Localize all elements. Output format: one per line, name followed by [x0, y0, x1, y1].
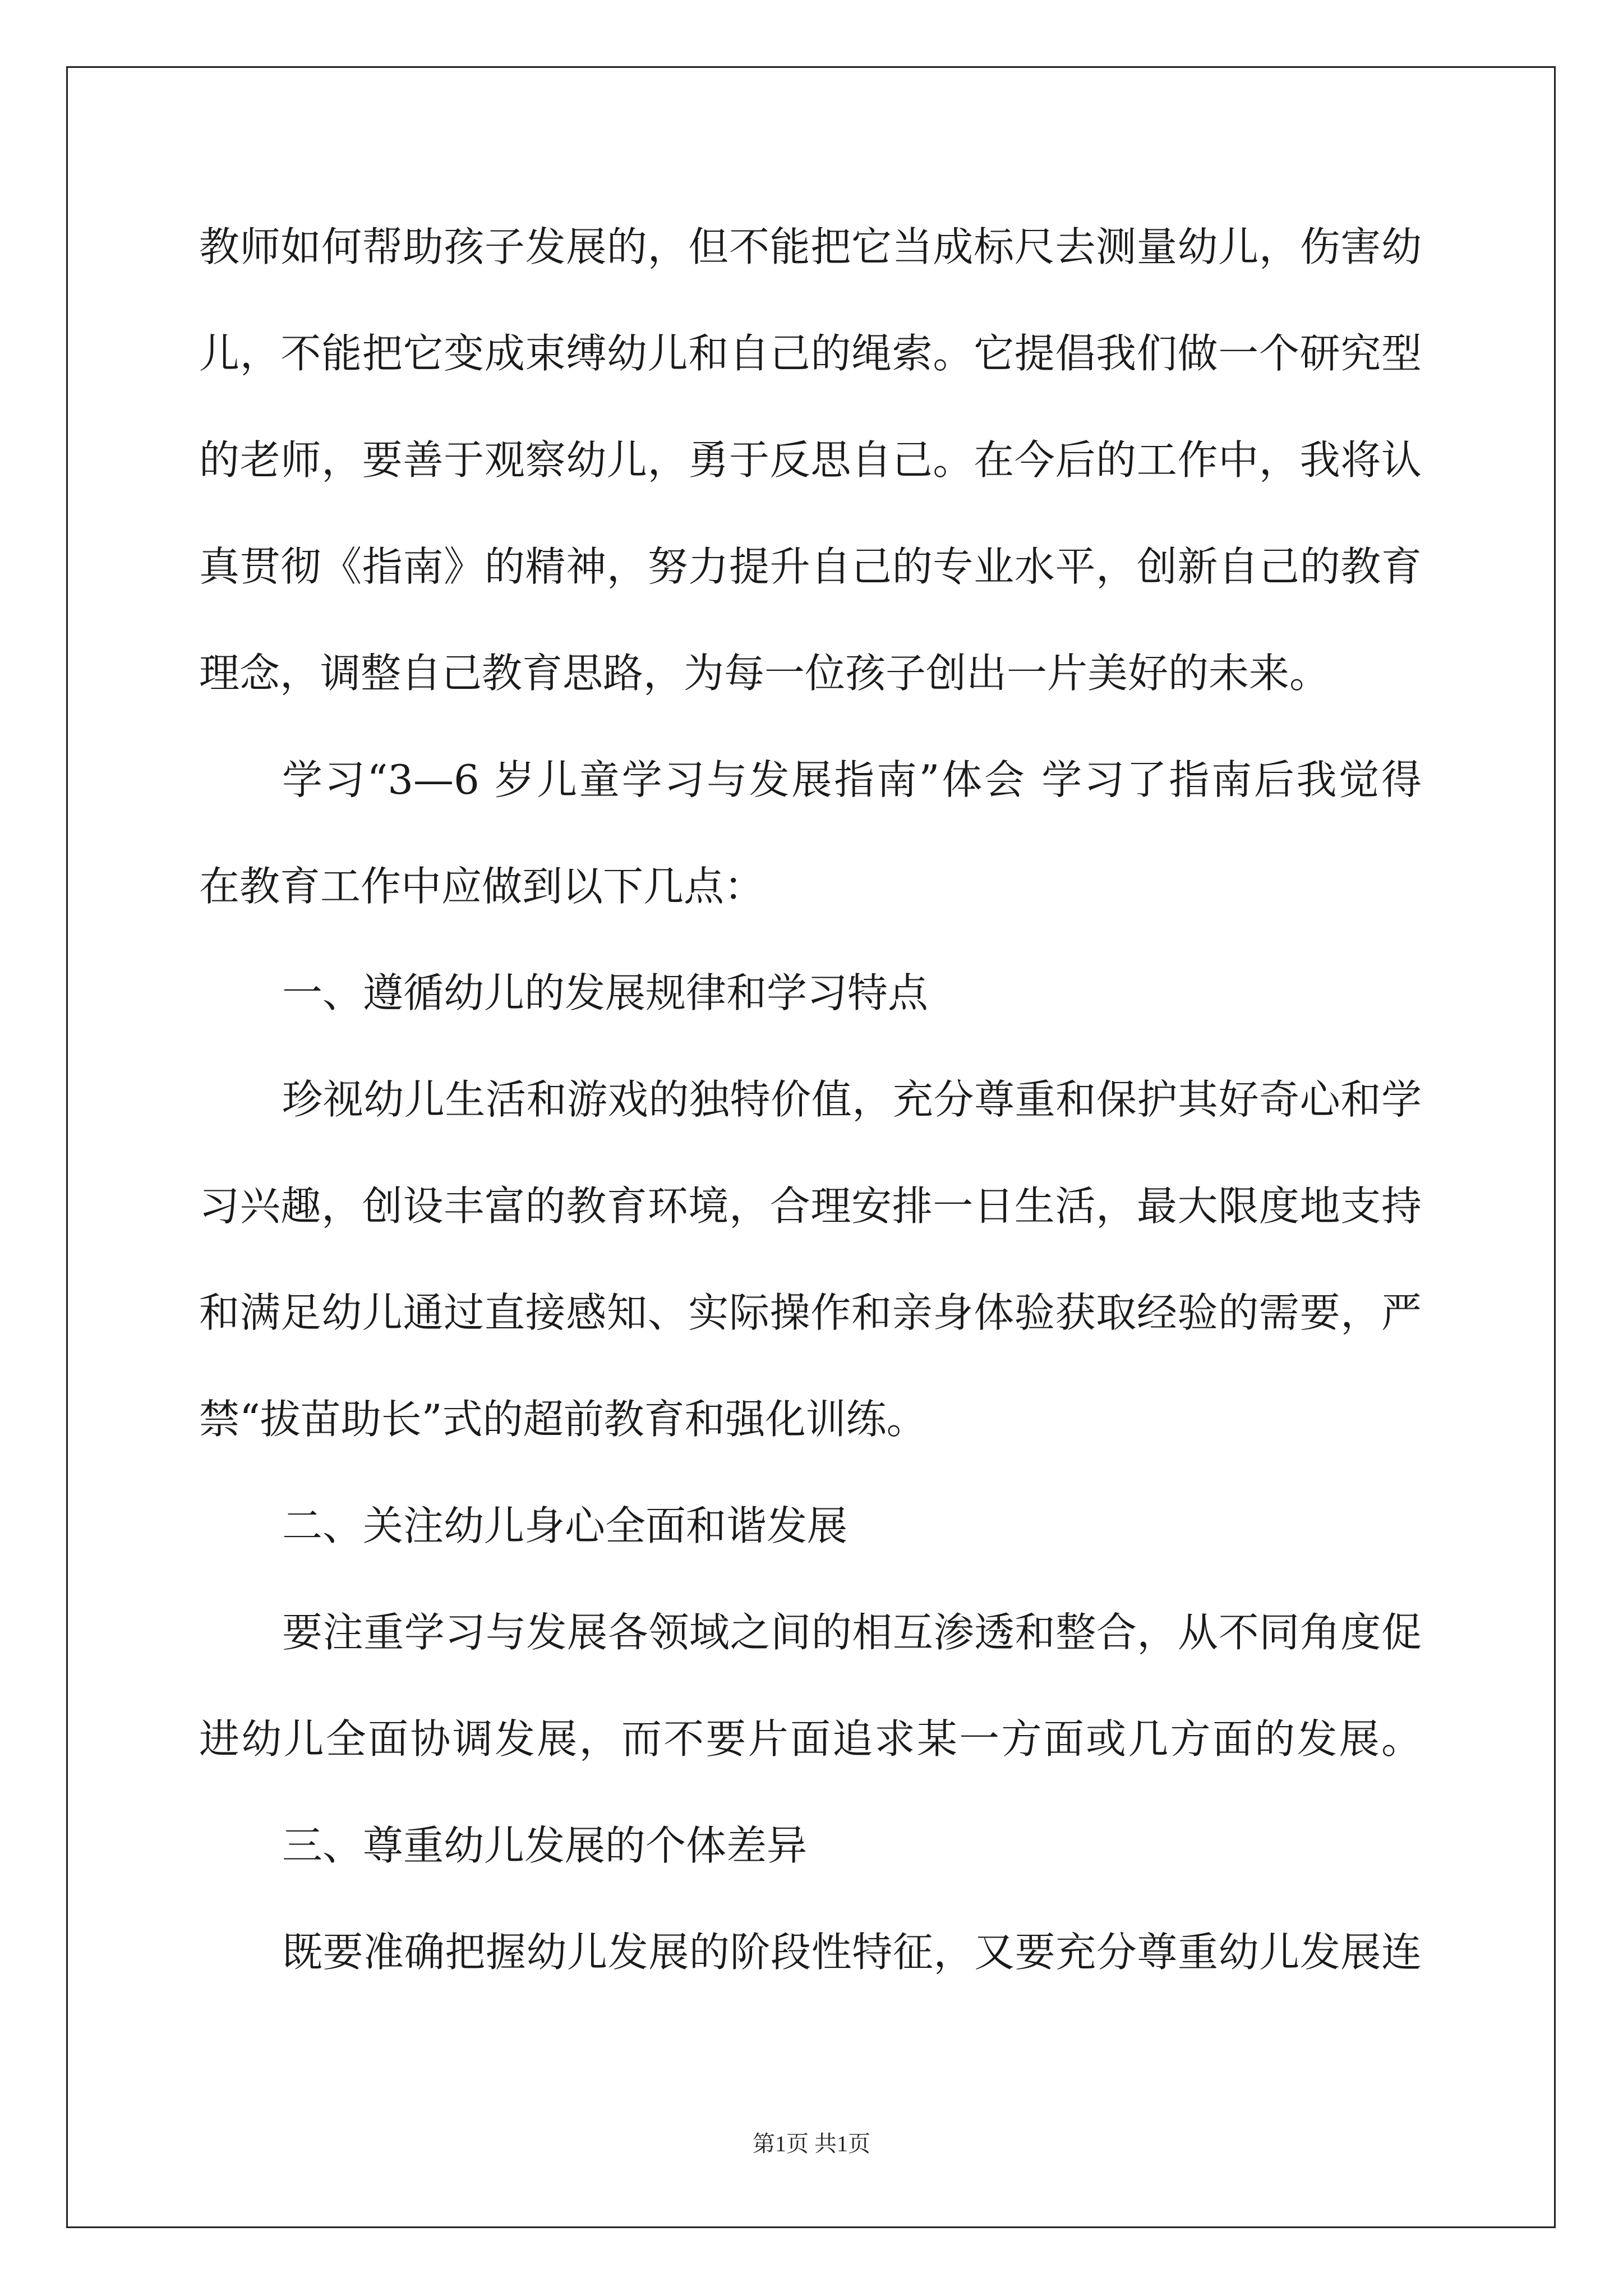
paragraph-line: 的老师，要善于观察幼儿，勇于反思自己。在今后的工作中，我将认 [199, 436, 1422, 484]
paragraph-line: 学习“3—6 岁儿童学习与发展指南”体会 学习了指南后我觉得 [282, 756, 1422, 803]
paragraph-line: 真贯彻《指南》的精神，努力提升自己的专业水平，创新自己的教育 [199, 543, 1422, 590]
paragraph-line: 既要准确把握幼儿发展的阶段性特征，又要充分尊重幼儿发展连 [282, 1929, 1422, 1976]
paragraph-line: 禁“拔苗助长”式的超前教育和强化训练。 [199, 1396, 927, 1443]
section-heading: 二、关注幼儿身心全面和谐发展 [282, 1502, 848, 1549]
paragraph-line: 在教育工作中应做到以下几点： [199, 863, 765, 910]
paragraph-line: 习兴趣，创设丰富的教育环境，合理安排一日生活，最大限度地支持 [199, 1182, 1422, 1230]
section-heading: 一、遵循幼儿的发展规律和学习特点 [282, 969, 929, 1016]
page-footer: 第1页 共1页 [753, 2131, 870, 2156]
paragraph-line: 理念，调整自己教育思路，为每一位孩子创出一片美好的未来。 [199, 650, 1330, 697]
paragraph-line: 儿，不能把它变成束缚幼儿和自己的绳索。它提倡我们做一个研究型 [199, 330, 1422, 377]
paragraph-line: 进幼儿全面协调发展，而不要片面追求某一方面或几方面的发展。 [199, 1715, 1422, 1763]
section-heading: 三、尊重幼儿发展的个体差异 [282, 1822, 808, 1869]
paragraph-line: 珍视幼儿生活和游戏的独特价值，充分尊重和保护其好奇心和学 [282, 1076, 1422, 1123]
page-border [66, 66, 1556, 2228]
paragraph-line: 教师如何帮助孩子发展的，但不能把它当成标尺去测量幼儿，伤害幼 [199, 223, 1422, 270]
paragraph-line: 要注重学习与发展各领域之间的相互渗透和整合，从不同角度促 [282, 1609, 1422, 1656]
paragraph-line: 和满足幼儿通过直接感知、实际操作和亲身体验获取经验的需要，严 [199, 1289, 1422, 1336]
